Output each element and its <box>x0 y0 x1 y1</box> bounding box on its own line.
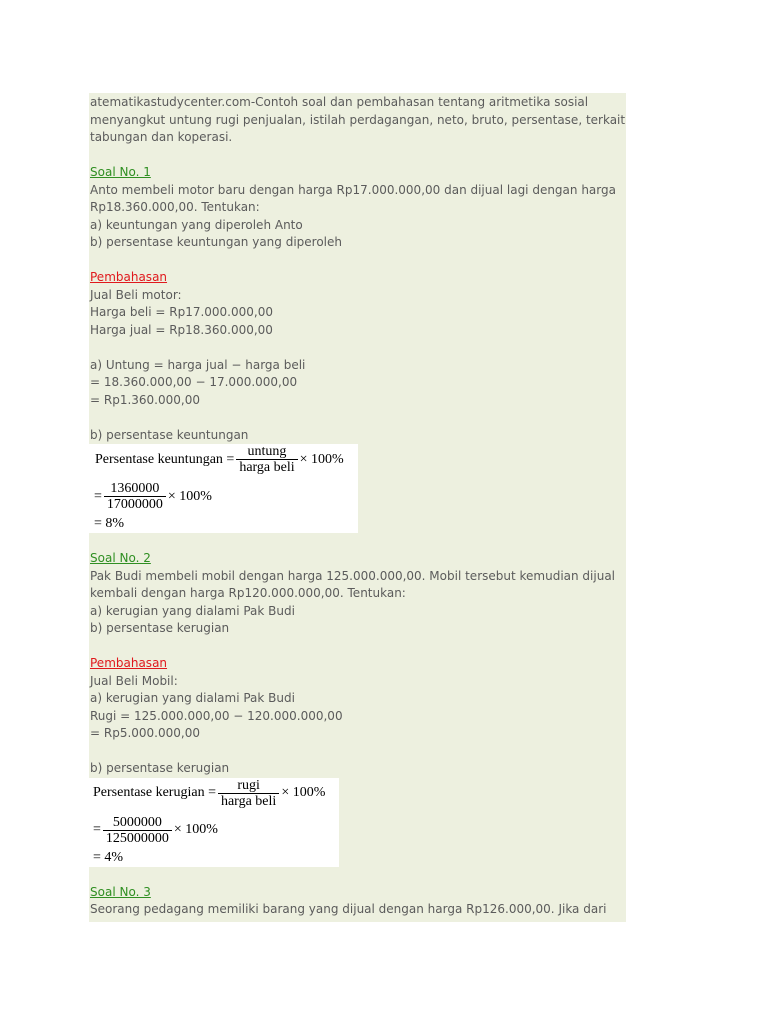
soal-1-text: b) persentase keuntungan yang diperoleh <box>90 235 342 249</box>
pembahasan-1-text: a) Untung = harga jual − harga beli <box>90 357 306 372</box>
article-content <box>89 93 626 922</box>
formula-numerator: 5000000 <box>112 814 162 830</box>
formula-keuntungan <box>89 444 358 533</box>
formula-numerator: untung <box>247 444 287 459</box>
formula-times: × 100% <box>167 488 212 504</box>
soal-1-heading[interactable]: Soal No. 1 <box>90 165 151 179</box>
pembahasan-1-heading[interactable]: Pembahasan <box>90 270 168 284</box>
pembahasan-1-text: = 18.360.000,00 − 17.000.000,00 <box>90 375 298 389</box>
pembahasan-2-text: b) persentase kerugian <box>90 761 230 775</box>
intro-line: menyangkut untung rugi penjualan, istilah perdagangan, neto, bruto, persentase, terkait <box>90 112 626 127</box>
pembahasan-1-text: Harga beli = Rp17.000.000,00 <box>90 305 273 319</box>
soal-1-text: a) keuntungan yang diperoleh Anto <box>90 217 303 232</box>
formula-kerugian <box>89 778 339 867</box>
pembahasan-1-text: b) persentase keuntungan <box>90 427 249 442</box>
pembahasan-2-text: Rugi = 125.000.000,00 − 120.000.000,00 <box>90 708 343 723</box>
formula-denominator: harga beli <box>236 459 297 475</box>
formula-numerator: 1360000 <box>110 481 160 496</box>
pembahasan-2-text: = Rp5.000.000,00 <box>90 726 200 740</box>
soal-2-text: b) persentase kerugian <box>90 621 230 635</box>
formula-times: × 100% <box>173 822 218 838</box>
formula-denominator: 17000000 <box>104 496 166 512</box>
soal-1-text: Rp18.360.000,00. Tentukan: <box>90 200 260 214</box>
pembahasan-1-text: Jual Beli motor: <box>90 287 182 302</box>
formula-label: Persentase kerugian = <box>93 785 216 801</box>
formula-result: = 4% <box>93 849 124 865</box>
soal-2-text: kembali dengan harga Rp120.000.000,00. Tentukan: <box>90 586 406 600</box>
formula-equals: = <box>93 822 101 838</box>
soal-2-heading[interactable]: Soal No. 2 <box>90 551 151 565</box>
soal-1-text: Anto membeli motor baru dengan harga Rp17.000.000,00 dan dijual lagi dengan harga <box>90 182 616 197</box>
formula-denominator: harga beli <box>218 793 279 809</box>
intro-line: tabungan dan koperasi. <box>90 130 233 144</box>
formula-times: × 100% <box>299 451 344 467</box>
soal-2-text: a) kerugian yang dialami Pak Budi <box>90 603 295 618</box>
soal-3-text: Seorang pedagang memiliki barang yang dijual dengan harga Rp126.000,00. Jika dari <box>90 902 607 916</box>
formula-result: = 8% <box>94 516 125 531</box>
pembahasan-2-heading[interactable]: Pembahasan <box>90 656 168 670</box>
formula-times: × 100% <box>281 785 326 801</box>
soal-3-heading[interactable]: Soal No. 3 <box>90 884 151 899</box>
formula-label: Persentase keuntungan = <box>95 451 235 467</box>
formula-equals: = <box>94 488 102 504</box>
pembahasan-1-text: Harga jual = Rp18.360.000,00 <box>90 322 273 337</box>
intro-line: atematikastudycenter.com-Contoh soal dan pembahasan tentang aritmetika sosial <box>90 95 589 109</box>
pembahasan-2-text: a) kerugian yang dialami Pak Budi <box>90 691 295 705</box>
pembahasan-1-text: = Rp1.360.000,00 <box>90 392 200 407</box>
formula-numerator: rugi <box>237 777 260 793</box>
formula-denominator: 125000000 <box>103 830 172 846</box>
pembahasan-2-text: Jual Beli Mobil: <box>90 673 178 688</box>
soal-2-text: Pak Budi membeli mobil dengan harga 125.000.000,00. Mobil tersebut kemudian dijual <box>90 568 616 583</box>
